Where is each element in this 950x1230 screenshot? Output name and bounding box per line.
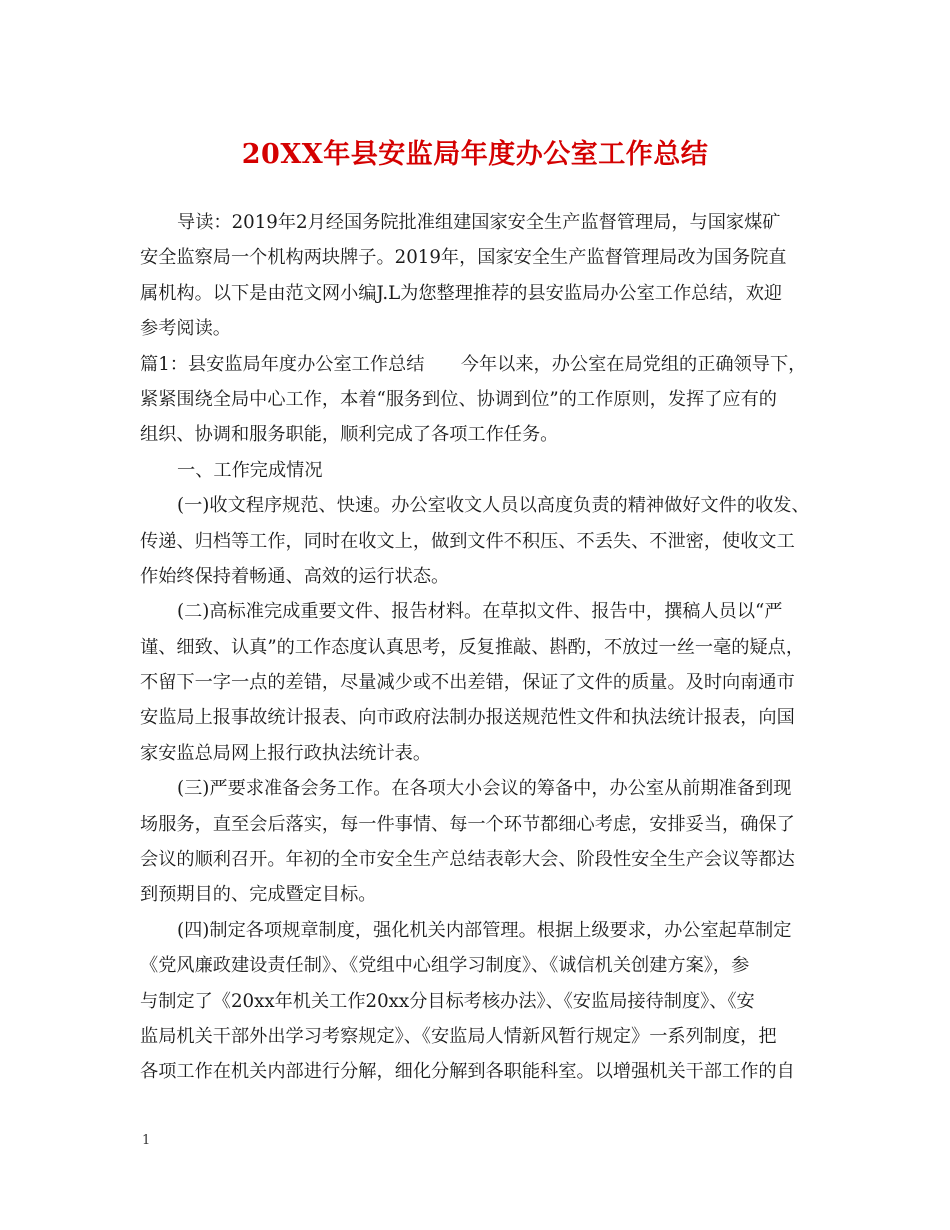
paragraph-line: 组织、协调和服务职能，顺利完成了各项工作任务。 xyxy=(140,424,559,446)
paragraph-line: 导读：2019年2月经国务院批准组建国家安全生产监督管理局，与国家煤矿 xyxy=(177,212,781,233)
document-title: 20XX年县安监局年度办公室工作总结 xyxy=(241,139,709,170)
paragraph-line: 传递、归档等工作，同时在收文上，做到文件不积压、不丢失、不泄密，使收文工 xyxy=(140,530,795,552)
paragraph-line: 各项工作在机关内部进行分解，细化分解到各职能科室。以增强机关干部工作的自 xyxy=(140,1061,795,1083)
paragraph-line: (四)制定各项规章制度，强化机关内部管理。根据上级要求，办公室起草制定 xyxy=(177,919,792,941)
paragraph-line: 家安监总局网上报行政执法统计表。 xyxy=(140,742,432,764)
paragraph-line: (三)严要求准备会务工作。在各项大小会议的筹备中，办公室从前期准备到现 xyxy=(177,778,792,800)
paragraph-line: 场服务，直至会后落实，每一件事情、每一个环节都细心考虑，安排妥当，确保了 xyxy=(140,813,795,835)
paragraph-line: 《党风廉政建设责任制》、《党组中心组学习制度》、《诚信机关创建方案》，参 xyxy=(140,955,750,977)
paragraph-line: 谨、细致、认真”的工作态度认真思考，反复推敲、斟酌，不放过一丝一毫的疑点， xyxy=(140,636,805,658)
paragraph-line: 与制定了《20xx年机关工作20xx分目标考核办法》、《安监局接待制度》、《安 xyxy=(140,990,755,1012)
paragraph-line: 监局机关干部外出学习考察规定》、《安监局人情新风暂行规定》一系列制度，把 xyxy=(140,1025,777,1047)
paragraph-line: 会议的顺利召开。年初的全市安全生产总结表彰大会、阶段性安全生产会议等都达 xyxy=(140,849,795,871)
paragraph-line: (二)高标准完成重要文件、报告材料。在草拟文件、报告中，撰稿人员以“严 xyxy=(177,601,783,623)
paragraph-line: 到预期目的、完成暨定目标。 xyxy=(140,884,377,906)
page-number: 1 xyxy=(142,1133,151,1148)
paragraph-line: 参考阅读。 xyxy=(140,318,231,340)
paragraph-line: 作始终保持着畅通、高效的运行状态。 xyxy=(140,565,450,587)
paragraph-line: (一)收文程序规范、快速。办公室收文人员以高度负责的精神做好文件的收发、 xyxy=(177,495,810,517)
paragraph-line: 紧紧围绕全局中心工作，本着“服务到位、协调到位”的工作原则，发挥了应有的 xyxy=(140,388,777,410)
section-heading: 一、工作完成情况 xyxy=(177,459,323,481)
paragraph-line: 安全监察局一个机构两块牌子。2019年，国家安全生产监督管理局改为国务院直 xyxy=(140,247,787,269)
paragraph-line: 不留下一字一点的差错，尽量减少或不出差错，保证了文件的质量。及时向南通市 xyxy=(140,672,795,694)
paragraph-line: 属机构。以下是由范文网小编J.L为您整理推荐的县安监局办公室工作总结，欢迎 xyxy=(140,282,783,304)
document-body xyxy=(140,205,828,1090)
paragraph-line: 篇1：县安监局年度办公室工作总结 今年以来，办公室在局党组的正确领导下， xyxy=(140,353,807,375)
paragraph-line: 安监局上报事故统计报表、向市政府法制办报送规范性文件和执法统计报表，向国 xyxy=(140,707,795,729)
